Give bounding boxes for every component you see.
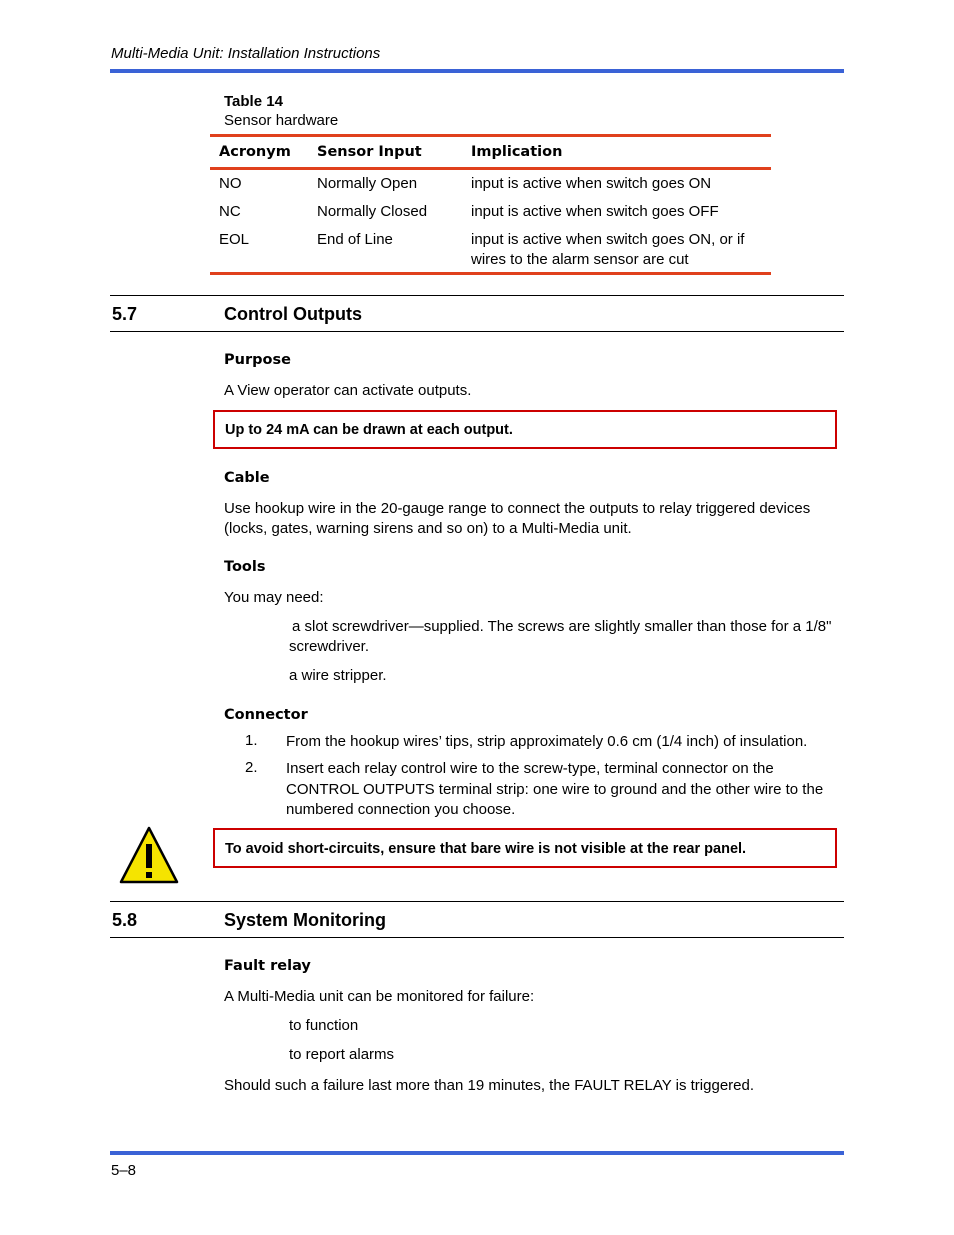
running-header: Multi-Media Unit: Installation Instructions xyxy=(111,45,381,62)
connector-heading: Connector xyxy=(224,707,308,723)
note-box xyxy=(213,410,837,449)
footer-rule xyxy=(110,1151,844,1155)
table-cell: Normally Open xyxy=(317,175,418,192)
table-header-rule xyxy=(210,167,771,170)
step-text: Insert each relay control wire to the screw-type, terminal connector on the CONTROL OUTPUTS terminal strip: one wire to ground and the other wire to the numbered connection you choose. xyxy=(286,760,824,818)
section-number: 5.7 xyxy=(112,304,138,324)
step-number: 2. xyxy=(245,759,258,776)
tools-intro: You may need: xyxy=(224,589,324,606)
table-caption: Sensor hardware xyxy=(224,112,339,129)
caution-text: To avoid short-circuits, ensure that bare wire is not visible at the rear panel. xyxy=(225,841,747,857)
table-cell: input is active when switch goes ON xyxy=(471,175,712,192)
warning-triangle-icon xyxy=(119,826,179,884)
note-text: Up to 24 mA can be drawn at each output. xyxy=(225,422,513,438)
section-rule-bottom xyxy=(110,331,844,332)
section-number: 5.8 xyxy=(112,910,138,930)
purpose-heading: Purpose xyxy=(224,352,291,368)
table-cell: NC xyxy=(219,203,241,220)
section-title: Control Outputs xyxy=(224,304,362,324)
table-header-sensor-input: Sensor Input xyxy=(317,144,422,160)
list-item: to function xyxy=(289,1017,359,1034)
section-rule-top xyxy=(110,901,844,902)
tools-heading: Tools xyxy=(224,559,266,575)
table-bottom-rule xyxy=(210,272,771,275)
table-cell: Normally Closed xyxy=(317,203,428,220)
table-cell: input is active when switch goes ON, or if wires to the alarm sensor are cut xyxy=(471,231,745,268)
cable-text: Use hookup wire in the 20-gauge range to connect the outputs to relay triggered devices (locks, gates, warning sirens and so on) to a Multi-Media unit. xyxy=(224,500,811,537)
cable-heading: Cable xyxy=(224,470,270,486)
caution-box xyxy=(213,828,837,868)
section-rule-bottom xyxy=(110,937,844,938)
fault-text: Should such a failure last more than 19 minutes, the FAULT RELAY is triggered. xyxy=(224,1077,755,1094)
list-item: a wire stripper. xyxy=(289,667,387,684)
fault-relay-heading: Fault relay xyxy=(224,958,311,974)
step-number: 1. xyxy=(245,732,258,749)
table-cell: End of Line xyxy=(317,231,393,248)
step-text: From the hookup wires’ tips, strip approximately 0.6 cm (1/4 inch) of insulation. xyxy=(286,733,808,750)
section-rule-top xyxy=(110,295,844,296)
table-header-implication: Implication xyxy=(471,144,563,160)
table-label: Table 14 xyxy=(224,93,283,110)
list-item: a slot screwdriver—supplied. The screws are slightly smaller than those for a 1/8" screwdriver. xyxy=(289,618,832,655)
header-rule xyxy=(110,69,844,73)
table-cell: input is active when switch goes OFF xyxy=(471,203,719,220)
table-top-rule xyxy=(210,134,771,137)
table-cell: NO xyxy=(219,175,242,192)
purpose-text: A View operator can activate outputs. xyxy=(224,382,472,399)
page-number: 5–8 xyxy=(111,1162,137,1179)
table-cell: EOL xyxy=(219,231,250,248)
list-item: to report alarms xyxy=(289,1046,395,1063)
section-title: System Monitoring xyxy=(224,910,387,930)
fault-intro: A Multi-Media unit can be monitored for failure: xyxy=(224,988,535,1005)
table-header-acronym: Acronym xyxy=(219,144,291,160)
